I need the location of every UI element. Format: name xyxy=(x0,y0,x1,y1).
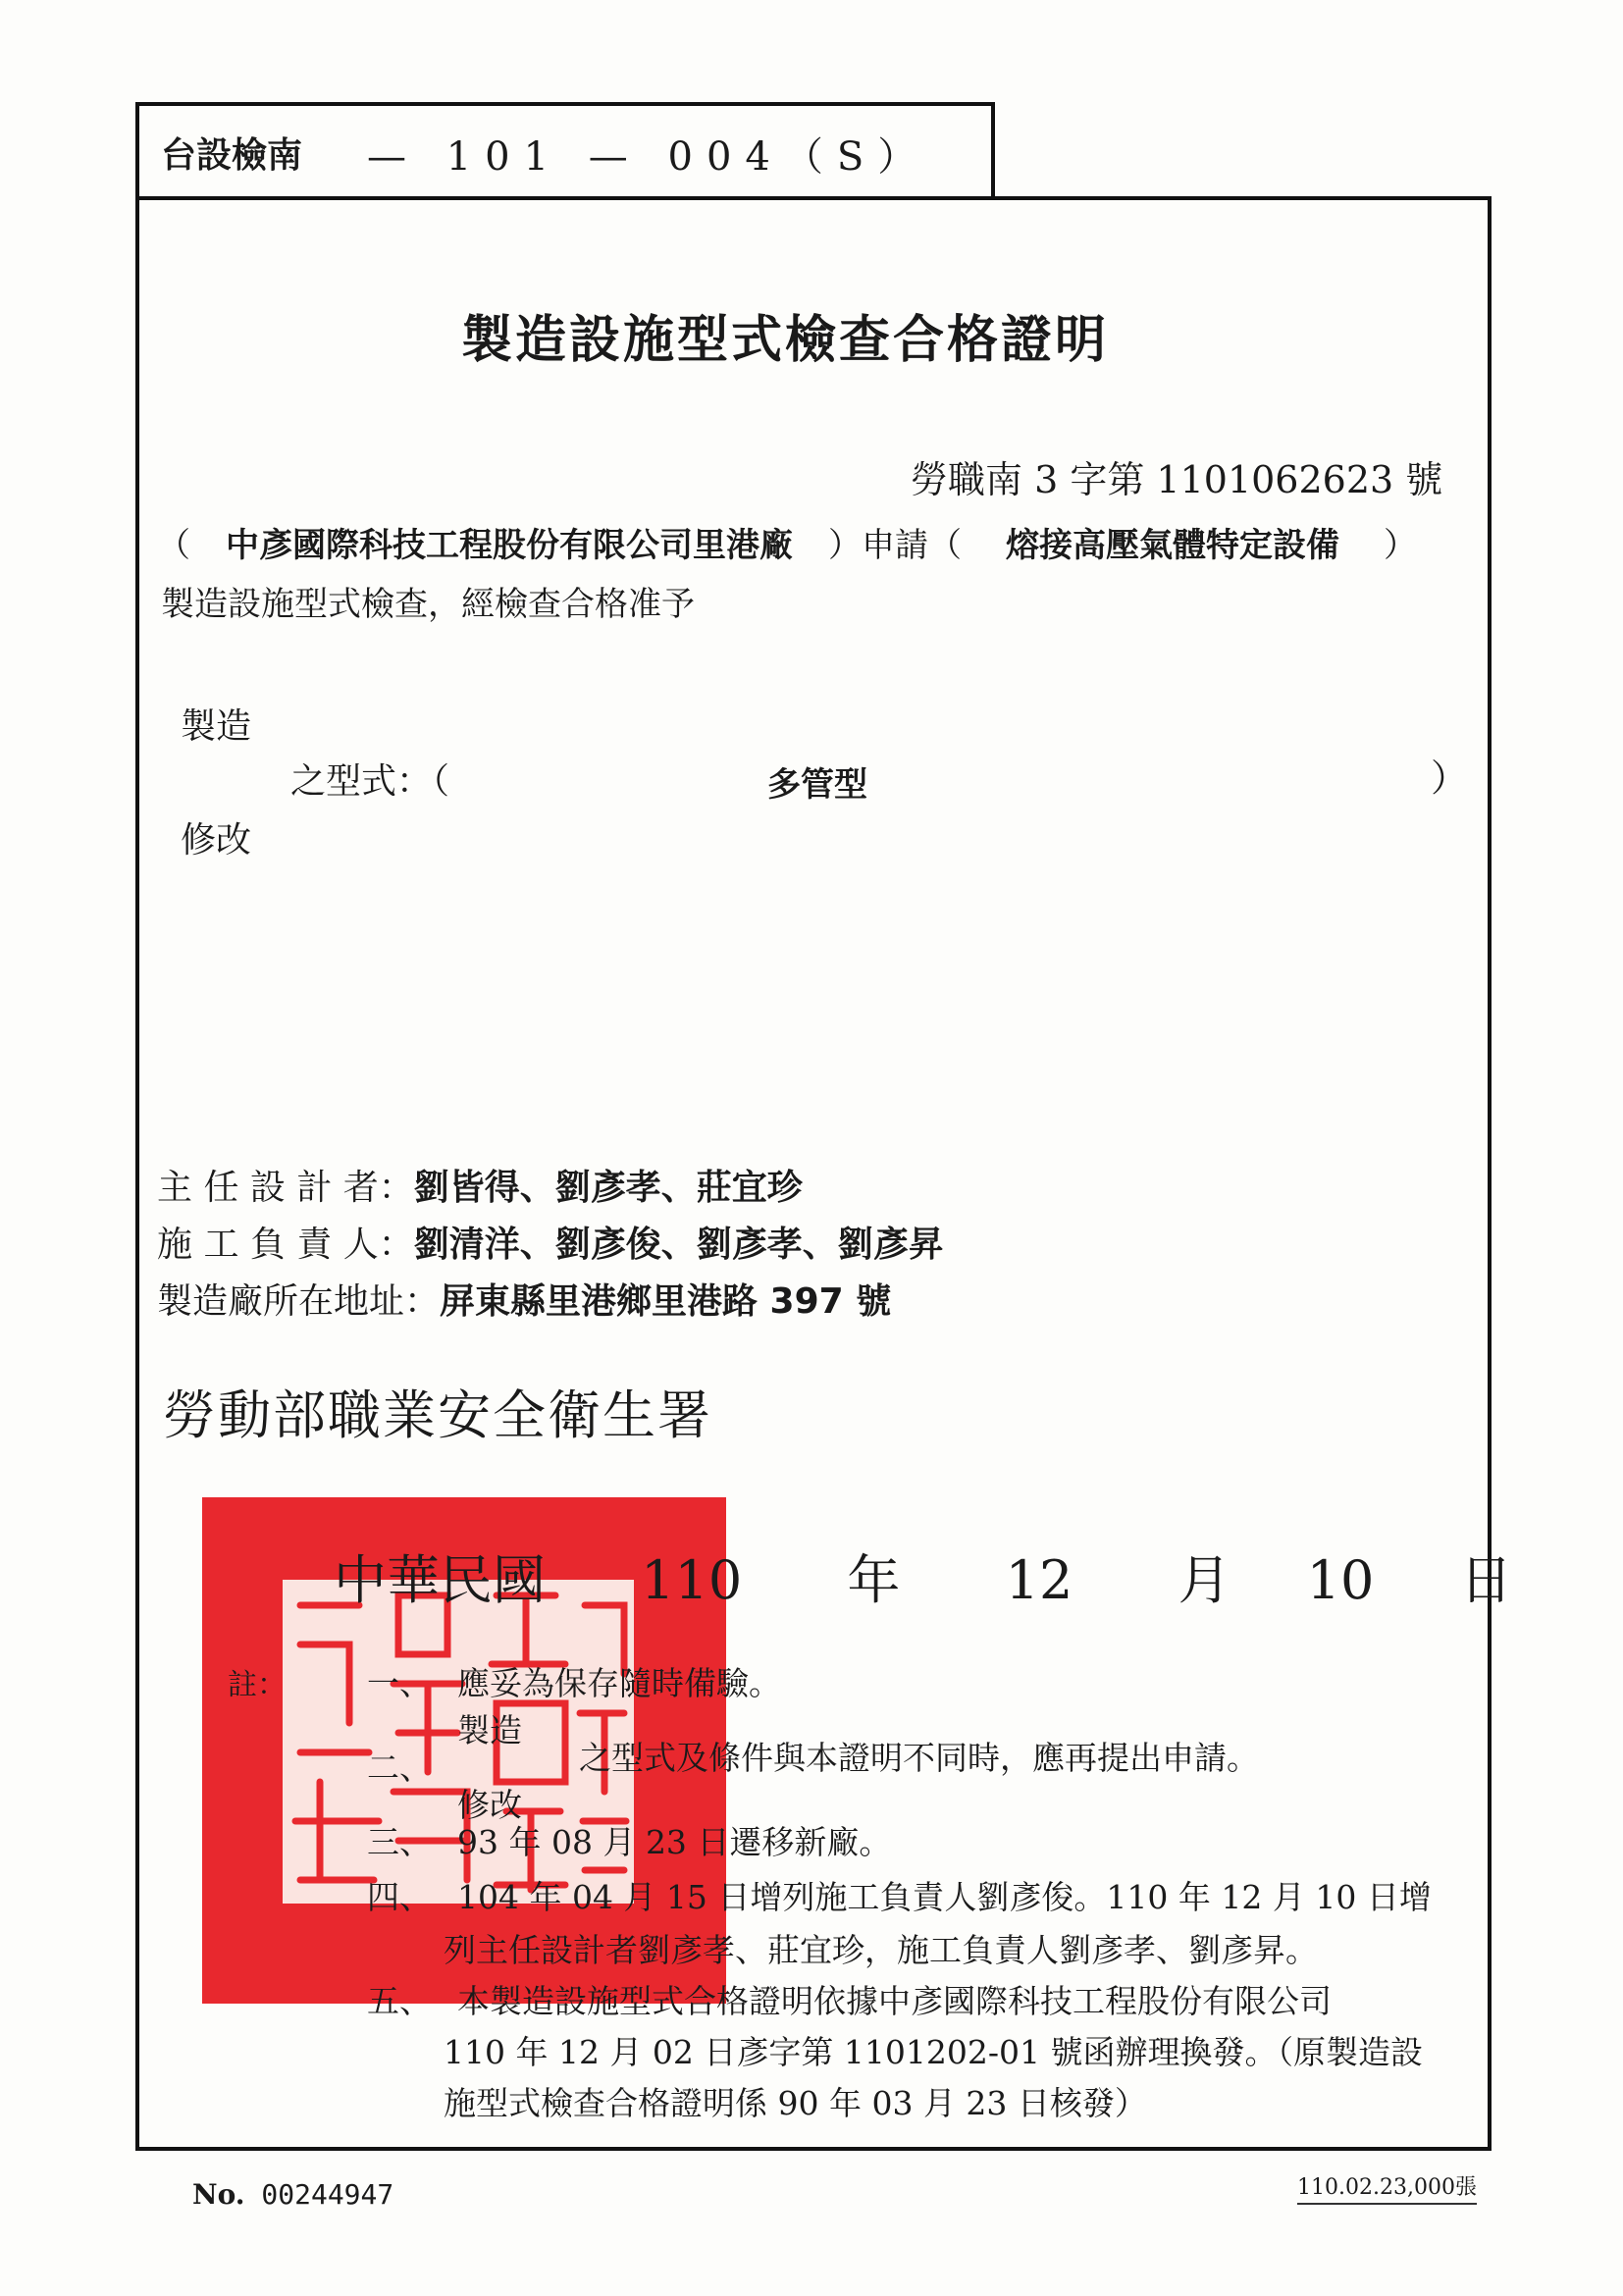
designer-row xyxy=(157,1160,803,1210)
applicant-equipment: 熔接高壓氣體特定設備 xyxy=(1006,526,1339,565)
designer-label: 主 任 設 計 者： xyxy=(157,1168,414,1208)
type-value: 多管型 xyxy=(767,765,867,805)
applicant-close-paren: ） xyxy=(1384,526,1417,565)
note-5-line-1: 本製造設施型式合格證明依據中彥國際科技工程股份有限公司 xyxy=(457,1982,1332,2020)
type-manufacture-label: 製造 xyxy=(181,706,252,747)
note-3-text: 93 年 08 月 23 日遷移新廠。 xyxy=(457,1823,892,1861)
reference-number: 勞職南 3 字第 1101062623 號 xyxy=(911,458,1443,501)
designer-value: 劉皆得、劉彥孝、莊宜珍 xyxy=(413,1168,803,1208)
note-2-manufacture: 製造 xyxy=(457,1711,522,1749)
note-3-number: 三、 xyxy=(367,1823,432,1861)
note-4-number: 四、 xyxy=(367,1878,432,1916)
note-2-number: 二、 xyxy=(367,1748,432,1787)
note-2-modify: 修改 xyxy=(457,1786,522,1824)
date-year: 110 xyxy=(641,1549,743,1611)
address-value: 屏東縣里港鄉里港路 397 號 xyxy=(440,1281,892,1322)
approval-statement: 製造設施型式檢查，經檢查合格准予 xyxy=(161,585,695,624)
supervisor-value: 劉清洋、劉彥俊、劉彥孝、劉彥昇 xyxy=(413,1225,944,1265)
type-label: 之型式：（ xyxy=(290,761,450,802)
note-1-text: 應妥為保存隨時備驗。 xyxy=(457,1664,781,1702)
note-5-line-3: 施型式檢查合格證明係 90 年 03 月 23 日核發） xyxy=(444,2084,1147,2122)
applicant-request-text: ）申請（ xyxy=(828,526,962,565)
certificate-code-number: — 101 — 004（S） xyxy=(367,134,931,180)
address-row xyxy=(157,1274,891,1324)
note-1-number: 一、 xyxy=(367,1664,432,1702)
applicant-open-paren: （ xyxy=(157,526,190,565)
type-modify-label: 修改 xyxy=(181,820,252,861)
issuing-agency: 勞動部職業安全衛生署 xyxy=(163,1384,712,1446)
notes-label: 註： xyxy=(228,1668,287,1702)
certificate-code-tab xyxy=(135,102,995,196)
note-5-line-2: 110 年 12 月 02 日彥字第 1101202-01 號函辦理換發。（原製造設 xyxy=(444,2033,1424,2071)
note-5-number: 五、 xyxy=(367,1982,432,2020)
serial-number xyxy=(192,2178,393,2211)
type-close-paren: ） xyxy=(1431,757,1469,800)
date-day-unit: 日 xyxy=(1459,1549,1513,1611)
address-label: 製造廠所在地址： xyxy=(157,1281,441,1322)
note-4-line-1: 104 年 04 月 15 日增列施工負責人劉彥俊。110 年 12 月 10 日增 xyxy=(457,1878,1432,1916)
supervisor-label: 施 工 負 責 人： xyxy=(157,1225,414,1265)
print-batch-code: 110.02.23,000張 xyxy=(1297,2170,1477,2205)
applicant-line xyxy=(157,518,1417,566)
date-month: 12 xyxy=(1005,1549,1073,1611)
issue-date xyxy=(334,1539,1513,1614)
date-month-unit: 月 xyxy=(1178,1549,1231,1611)
applicant-company: 中彥國際科技工程股份有限公司里港廠 xyxy=(226,526,793,565)
serial-value: 00244947 xyxy=(261,2178,394,2211)
certificate-code-prefix: 台設檢南 xyxy=(161,135,303,176)
date-era: 中華民國 xyxy=(334,1549,546,1611)
date-year-unit: 年 xyxy=(847,1549,901,1611)
date-day: 10 xyxy=(1306,1549,1375,1611)
serial-prefix: No. xyxy=(192,2178,245,2211)
note-4-line-2: 列主任設計者劉彥孝、莊宜珍，施工負責人劉彥孝、劉彥昇。 xyxy=(444,1931,1318,1969)
supervisor-row xyxy=(157,1217,944,1267)
document-title: 製造設施型式檢查合格證明 xyxy=(461,311,1110,370)
note-2-text: 之型式及條件與本證明不同時，應再提出申請。 xyxy=(579,1739,1259,1777)
